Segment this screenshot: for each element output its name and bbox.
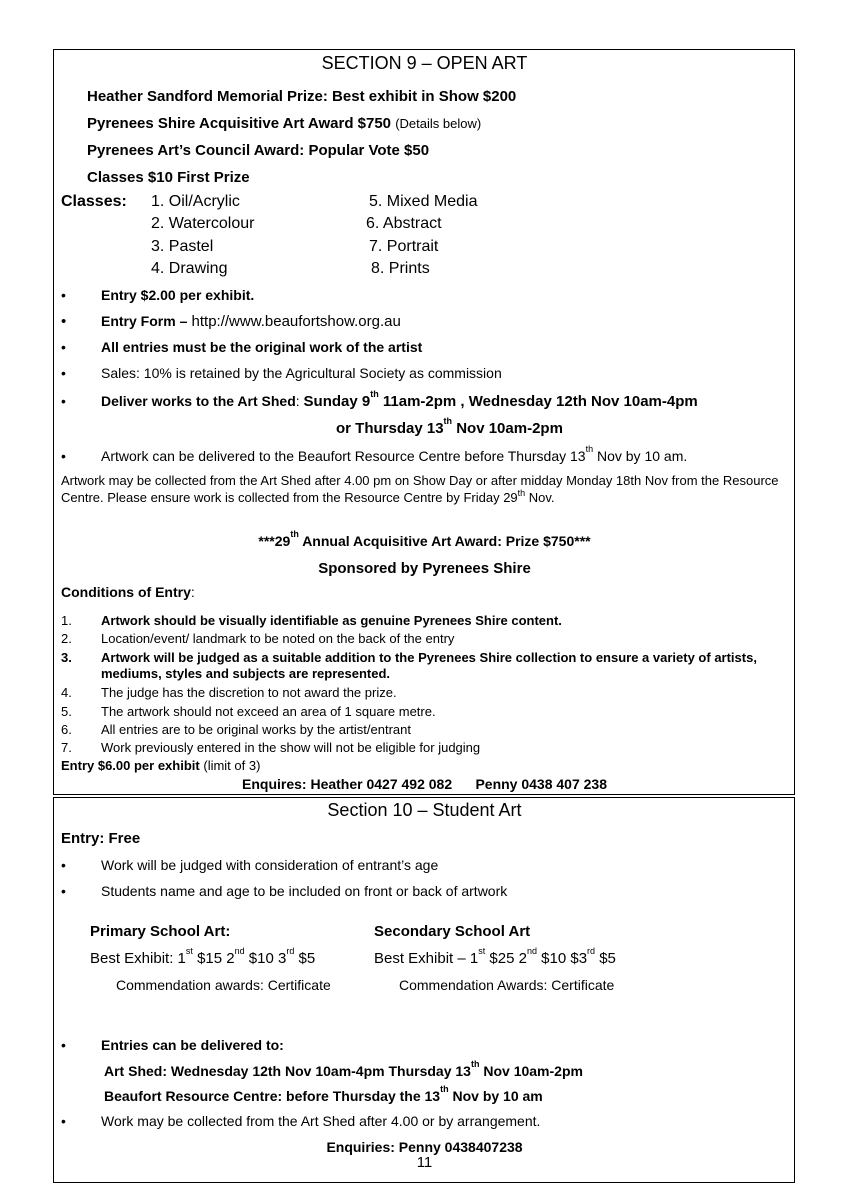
class-item: 7. Portrait: [369, 238, 439, 255]
collection-note: Artwork may be collected from the Art Shed after 4.00 pm on Show Day or after midday Monday 18th Nov from the Resource Centre. Please ensure work is collected from the Resource Centre by Friday 29th Nov.: [61, 473, 779, 505]
condition-num: 1.: [61, 613, 72, 628]
class-item: 2. Watercolour: [151, 215, 255, 232]
prize-heather: Heather Sandford Memorial Prize: Best exhibit in Show $200: [87, 88, 517, 105]
student-bullet-name: • Students name and age to be included on front or back of artwork: [101, 883, 507, 899]
class-item: 4. Drawing: [151, 260, 228, 277]
deliver-label: Deliver works to the Art Shed: [101, 393, 296, 409]
prize-arts-council: Pyrenees Art’s Council Award: Popular Vote $50: [87, 142, 430, 159]
entry-form-bullet: [101, 313, 401, 330]
acq-entry-fee: Entry $6.00 per exhibit (limit of 3): [61, 758, 261, 773]
class-item: 6. Abstract: [366, 215, 442, 232]
class-item: 5. Mixed Media: [369, 193, 478, 210]
sales-bullet: • Sales: 10% is retained by the Agricultural Society as commission: [101, 365, 502, 381]
secondary-best-exhibit: Best Exhibit – 1st $25 2nd $10 $3rd $5: [374, 946, 616, 967]
condition-num: 6.: [61, 722, 72, 737]
condition-text: Work previously entered in the show will not be eligible for judging: [101, 740, 481, 755]
condition-text: Artwork will be judged as a suitable addition to the Pyrenees Shire collection to ensure a variety of artists, mediums, styles and subjects are represented.: [101, 650, 757, 681]
classes-label: Classes:: [61, 193, 127, 210]
condition-text: Artwork should be visually identifiable as genuine Pyrenees Shire content.: [101, 613, 562, 628]
class-item: 1. Oil/Acrylic: [151, 193, 240, 210]
resource-centre-bullet: • Artwork can be delivered to the Beaufort Resource Centre before Thursday 13th Nov by 10 am.: [101, 448, 687, 464]
prize-classes: Classes $10 First Prize: [87, 169, 250, 186]
student-collect-bullet: • Work may be collected from the Art Shed after 4.00 or by arrangement.: [101, 1113, 540, 1129]
original-work-bullet: • All entries must be the original work of the artist: [101, 339, 422, 355]
primary-title: Primary School Art:: [90, 923, 231, 940]
student-bullet-age: • Work will be judged with consideration of entrant’s age: [101, 857, 438, 873]
section-9-title: SECTION 9 – OPEN ART: [321, 53, 528, 73]
condition-text: The artwork should not exceed an area of 1 square metre.: [101, 704, 436, 719]
deliver-bullet: • Deliver works to the Art Shed: Sunday 9th 11am-2pm , Wednesday 12th Nov 10am-4pm: [101, 393, 698, 410]
art-shed-times: Art Shed: Wednesday 12th Nov 10am-4pm Thursday 13th Nov 10am-2pm: [104, 1059, 583, 1079]
sponsor-line: Sponsored by Pyrenees Shire: [318, 560, 531, 577]
primary-commendation: Commendation awards: Certificate: [116, 977, 331, 993]
section-10-enquiries: Enquiries: Penny 0438407238: [326, 1139, 523, 1155]
delivered-bullet: • Entries can be delivered to:: [101, 1037, 284, 1053]
details-below: (Details below): [395, 116, 482, 131]
condition-num: 2.: [61, 631, 72, 646]
deliver-thursday: or Thursday 13th Nov 10am-2pm: [336, 416, 563, 437]
secondary-commendation: Commendation Awards: Certificate: [399, 977, 615, 993]
condition-num: 5.: [61, 704, 72, 719]
condition-num: 4.: [61, 685, 72, 700]
resource-centre-times: Beaufort Resource Centre: before Thursday the 13th Nov by 10 am: [104, 1084, 543, 1104]
condition-text: The judge has the discretion to not award the prize.: [101, 685, 397, 700]
primary-best-exhibit: Best Exhibit: 1st $15 2nd $10 3rd $5: [90, 946, 316, 967]
condition-num: 7.: [61, 740, 72, 755]
class-item: 3. Pastel: [151, 238, 214, 255]
secondary-title: Secondary School Art: [374, 923, 531, 940]
entry-form-label: Entry Form –: [101, 313, 188, 329]
prize-pyrenees-shire: [87, 115, 481, 132]
condition-num: 3.: [61, 650, 72, 665]
prize-pyrenees-shire-text: Pyrenees Shire Acquisitive Art Award $750: [87, 115, 392, 132]
condition-text: All entries are to be original works by the artist/entrant: [101, 722, 411, 737]
section-9-enquiries: Enquires: Heather 0427 492 082 Penny 0438 407 238: [242, 776, 607, 792]
entry-form-link[interactable]: http://www.beaufortshow.org.au: [191, 313, 401, 330]
entry-fee-bullet: • Entry $2.00 per exhibit.: [101, 287, 254, 303]
page-number: 11: [416, 1154, 433, 1171]
student-entry-fee: Entry: Free: [61, 830, 141, 847]
class-item: 8. Prints: [371, 260, 430, 277]
acquisitive-award-title: ***29th Annual Acquisitive Art Award: Prize $750***: [258, 529, 591, 549]
deliver-sunday: Sunday 9th 11am-2pm , Wednesday 12th Nov 10am-4pm: [303, 389, 698, 410]
conditions-label: Conditions of Entry:: [61, 584, 195, 600]
condition-text: Location/event/ landmark to be noted on the back of the entry: [101, 631, 455, 646]
section-10-title: Section 10 – Student Art: [327, 800, 522, 820]
